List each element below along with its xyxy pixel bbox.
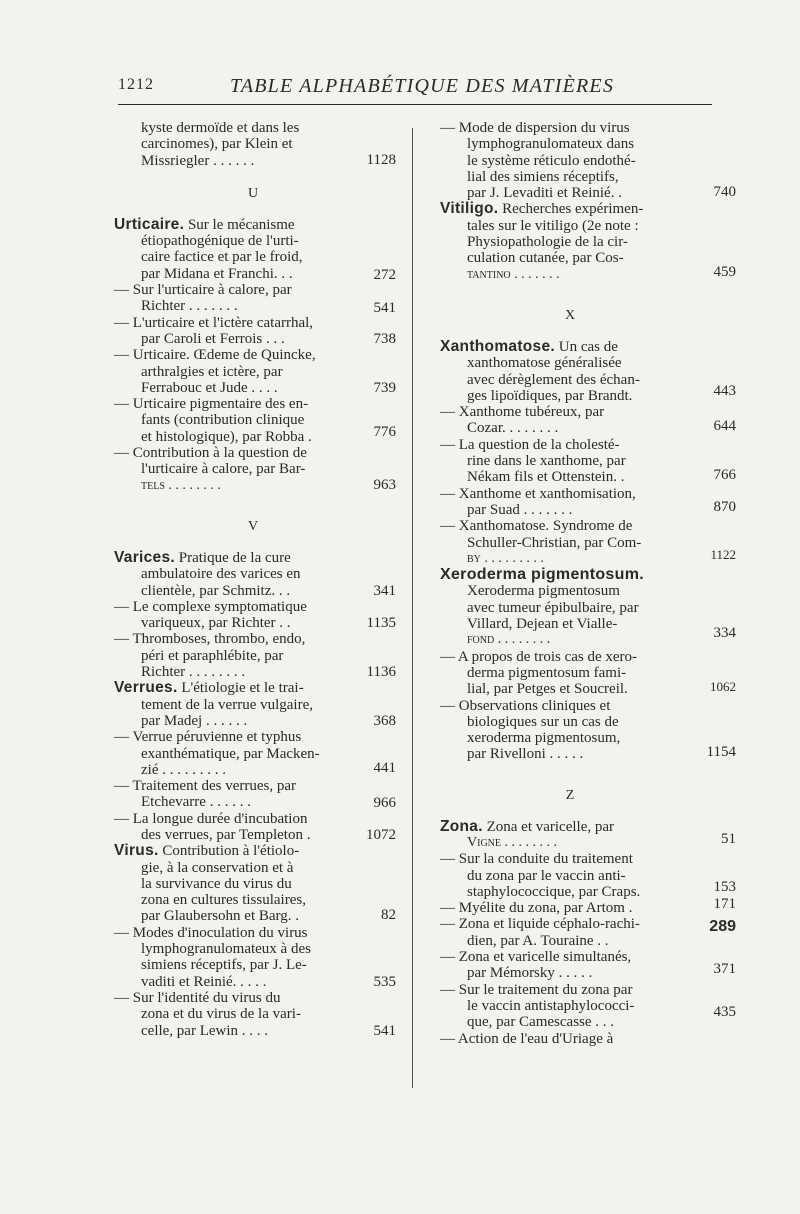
page-reference: 966 [373,795,396,812]
entry-line: étiopathogénique de l'urti- [141,233,299,250]
page-reference: 738 [373,330,396,347]
index-entry [114,282,396,317]
entry-line: lial, par Petges et Soucreil. [467,681,628,698]
entry-line: celle, par Lewin . . . . [141,1022,269,1039]
index-entry [114,989,396,1039]
page-title: TABLE ALPHABÉTIQUE DES MATIÈRES [230,75,615,97]
entry-line: — Sur l'identité du virus du [114,989,281,1006]
entry-line: par Mémorsky . . . . . [467,965,593,982]
index-entry [440,200,736,282]
page-reference: 441 [373,760,396,777]
entry-line: derma pigmentosum fami- [467,664,627,681]
entry-line: Ferrabouc et Jude . . . . [141,379,278,396]
entry-line: Cozar. . . . . . . . [467,420,559,437]
page-reference: 1122 [710,547,736,563]
page-reference: 435 [713,1003,736,1020]
index-entry [114,347,396,397]
entry-line: par Madej . . . . . . [141,712,248,729]
index-entry [114,120,396,169]
entry-line: — Verrue péruvienne et typhus [114,729,302,746]
entry-line: Richter . . . . . . . . [141,664,246,681]
index-entry [114,548,396,599]
entry-line: — Sur la conduite du traitement [440,851,633,868]
index-entry [440,817,736,852]
entry-line: par Midana et Franchi. . . [141,265,293,282]
entry-line: Contribution à l'étiolo- [158,843,300,860]
page-reference: 1154 [706,743,736,760]
page-reference: 334 [713,625,736,642]
page-reference: 443 [713,382,736,399]
entry-line: xeroderma pigmentosum, [467,730,621,747]
entry-line: Etchevarre . . . . . . [141,794,251,811]
index-entry [440,697,736,763]
headword: Xeroderma pigmentosum. [440,566,644,584]
entry-line: tels . . . . . . . . [141,477,221,493]
section-letter: V [247,518,259,534]
entry-line: arthralgies et ictère, par [141,363,283,380]
entry-line: lial des simiens réceptifs, [467,168,619,185]
header-rule [118,104,712,105]
entry-line: fants (contribution clinique [141,412,305,429]
entry-line: ges lipoïdiques, par Brandt. [467,387,633,404]
page-reference: 82 [381,907,396,924]
page-reference: 368 [373,713,396,730]
entry-line: variqueux, par Richter . . [141,615,291,632]
entry-line: — Xanthomatose. Syndrome de [440,518,633,535]
entry-line: zona et du virus de la vari- [141,1006,301,1023]
entry-line: xanthomatose généralisée [467,355,622,372]
entry-line: le vaccin antistaphylococci- [467,997,635,1014]
entry-line: carcinomes), par Klein et [141,136,293,153]
entry-line: fond . . . . . . . . [467,632,551,648]
entry-line: simiens réceptifs, par J. Le- [141,957,307,974]
entry-line: l'urticaire à calore, par Bar- [141,461,306,478]
headword: Verrues. [114,679,178,697]
left-column [114,120,396,1039]
index-entry [114,810,396,844]
page-reference: 1072 [366,826,396,843]
entry-line: Recherches expérimen- [498,201,644,218]
section-letter: Z [565,787,575,803]
entry-line: — Xanthome et xanthomisation, [440,485,636,502]
entry-line: la survivance du virus du [141,875,292,892]
page-reference: 963 [373,477,396,494]
entry-line: by . . . . . . . . . [467,550,544,566]
entry-line: Zona et varicelle, par [482,818,615,835]
entry-line: Nékam fils et Ottenstein. . [467,469,625,486]
entry-line: — La longue durée d'incubation [114,810,308,827]
entry-line: tement de la verrue vulgaire, [141,696,314,713]
index-entry [440,404,736,437]
section-letter: X [564,307,576,323]
entry-line: — Contribution à la question de [114,445,307,462]
entry-line: Pratique de la cure [175,549,291,566]
entry-line: — Sur le traitement du zona par [440,981,633,998]
index-entry [114,314,396,348]
entry-line: Missriegler . . . . . . [141,152,255,169]
entry-line: — Mode de dispersion du virus [440,120,630,136]
headword: Varices. [114,548,176,566]
entry-line: rine dans le xanthome, par [467,453,626,470]
entry-line: par Rivelloni . . . . . [467,746,584,763]
entry-line: biologiques sur un cas de [467,713,619,730]
page-reference: 1135 [366,614,396,631]
headword: Urticaire. [114,215,185,233]
index-entry [440,337,736,404]
entry-line: — Urticaire. Œdeme de Quincke, [114,347,316,364]
right-column [440,120,736,1047]
entry-line: L'étiologie et le trai- [177,680,304,697]
entry-line: culation cutanée, par Cos- [467,250,624,267]
page-reference: 644 [713,418,736,435]
headword: Zona. [440,817,483,835]
entry-line: et histologique), par Robba . [141,428,312,445]
page-reference: 171 [713,896,736,913]
entry-line: — A propos de trois cas de xero- [440,648,638,665]
entry-line: — Urticaire pigmentaire des en- [114,396,309,413]
entry-line: zona en cultures tissulaires, [141,892,306,909]
index-entry [114,598,396,632]
page-reference: 1136 [366,664,396,681]
index-entry [440,566,736,648]
index-entry [114,778,396,812]
section-letter: U [247,185,259,201]
entry-line: — Zona et liquide céphalo-rachi- [440,916,640,933]
page-reference: 371 [713,961,736,978]
entry-line: Vigne . . . . . . . . [467,834,557,850]
index-entry [440,981,736,1031]
entry-line: Xeroderma pigmentosum [467,583,620,600]
entry-line: caire factice et par le froid, [141,249,303,266]
entry-line: Villard, Dejean et Vialle- [467,616,618,633]
entry-line: — La question de la cholesté- [440,436,620,453]
page-reference: 153 [713,879,736,896]
index-entry [440,485,736,519]
index-entry [440,916,736,949]
entry-line: Un cas de [555,338,618,355]
page-reference: 766 [713,466,736,483]
page-header [118,76,710,100]
entry-line: lymphogranulomateux à des [141,941,311,958]
page-reference: 870 [713,498,736,515]
headword: Virus. [114,842,159,860]
entry-line: — Zona et varicelle simultanés, [440,949,632,966]
index-entry [114,631,396,681]
entry-line: Physiopathologie de la cir- [467,234,628,251]
entry-line: lymphogranulomateux dans [467,136,635,153]
index-entry [440,851,736,900]
entry-line: tantino . . . . . . . [467,266,560,282]
index-entry [114,842,396,925]
page-reference: 51 [721,830,736,847]
entry-line: avec dérèglement des échan- [467,371,640,388]
page-reference: 1062 [710,678,736,694]
index-entry [114,679,396,730]
entry-line: par Caroli et Ferrois . . . [141,330,285,347]
entry-line: — Modes d'inoculation du virus [114,924,308,941]
entry-line: avec tumeur épibulbaire, par [467,599,639,616]
index-entry [114,729,396,778]
index-entry [440,648,736,698]
entry-line: — Observations cliniques et [440,697,611,714]
index-entry [440,436,736,486]
entry-line: zié . . . . . . . . . [141,761,226,778]
page-reference: 289 [709,918,736,936]
entry-line: exanthématique, par Macken- [141,745,320,762]
entry-line: du zona par le vaccin anti- [467,867,626,884]
entry-line: — Le complexe symptomatique [114,598,307,615]
page-reference: 541 [373,1022,396,1039]
entry-line: Richter . . . . . . . [141,298,238,315]
index-entry [114,924,396,990]
headword: Vitiligo. [440,200,499,218]
index-entry [114,215,396,283]
page-reference: 272 [373,266,396,283]
entry-line: — Xanthome tubéreux, par [440,404,605,421]
entry-line: Schuller-Christian, par Com- [467,534,642,551]
page-reference: 541 [373,300,396,317]
entry-line: des verrues, par Templeton . [141,826,311,843]
headword: Xanthomatose. [440,337,556,355]
index-entry [440,896,736,917]
index-entry [114,396,396,445]
page-reference: 739 [373,380,396,397]
entry-line: le système réticulo endothé- [467,152,636,169]
index-entry [440,1031,700,1047]
entry-line: par Suad . . . . . . . [467,501,573,518]
page-number: 1212 [118,76,154,93]
entry-line: clientèle, par Schmitz. . . [141,582,291,599]
entry-line: kyste dermoïde et dans les [141,120,300,136]
entry-line: que, par Camescasse . . . [467,1014,615,1031]
entry-line: — Action de l'eau d'Uriage à [440,1030,614,1047]
entry-line: dien, par A. Touraine . . [467,932,609,949]
entry-line: — Myélite du zona, par Artom . [440,900,633,917]
entry-line: par Glaubersohn et Barg. . [141,908,300,925]
entry-line: tales sur le vitiligo (2e note : [467,217,639,234]
index-entry [440,120,736,202]
entry-line: Sur le mécanisme [184,216,295,233]
page-reference: 1128 [366,152,396,168]
entry-line: péri et paraphlébite, par [141,647,284,664]
entry-line: gie, à la conservation et à [141,859,294,876]
index-entry [440,518,736,567]
column-divider [412,128,413,1088]
page-reference: 459 [713,264,736,281]
entry-line: — Sur l'urticaire à calore, par [114,282,292,299]
page-reference: 341 [373,582,396,599]
entry-line: — L'urticaire et l'ictère catarrhal, [114,314,314,331]
page-reference: 535 [373,973,396,990]
entry-line: par J. Levaditi et Reinié. . [467,185,622,202]
page-reference: 776 [373,424,396,441]
entry-line: staphylococcique, par Craps. [467,883,641,900]
entry-line: ambulatoire des varices en [141,566,301,583]
entry-line: vaditi et Reinié. . . . . [141,973,267,990]
entry-line: — Traitement des verrues, par [114,778,297,795]
index-entry [440,949,736,982]
index-entry [114,445,396,494]
entry-line: — Thromboses, thrombo, endo, [114,631,306,648]
page-reference: 740 [713,184,736,200]
